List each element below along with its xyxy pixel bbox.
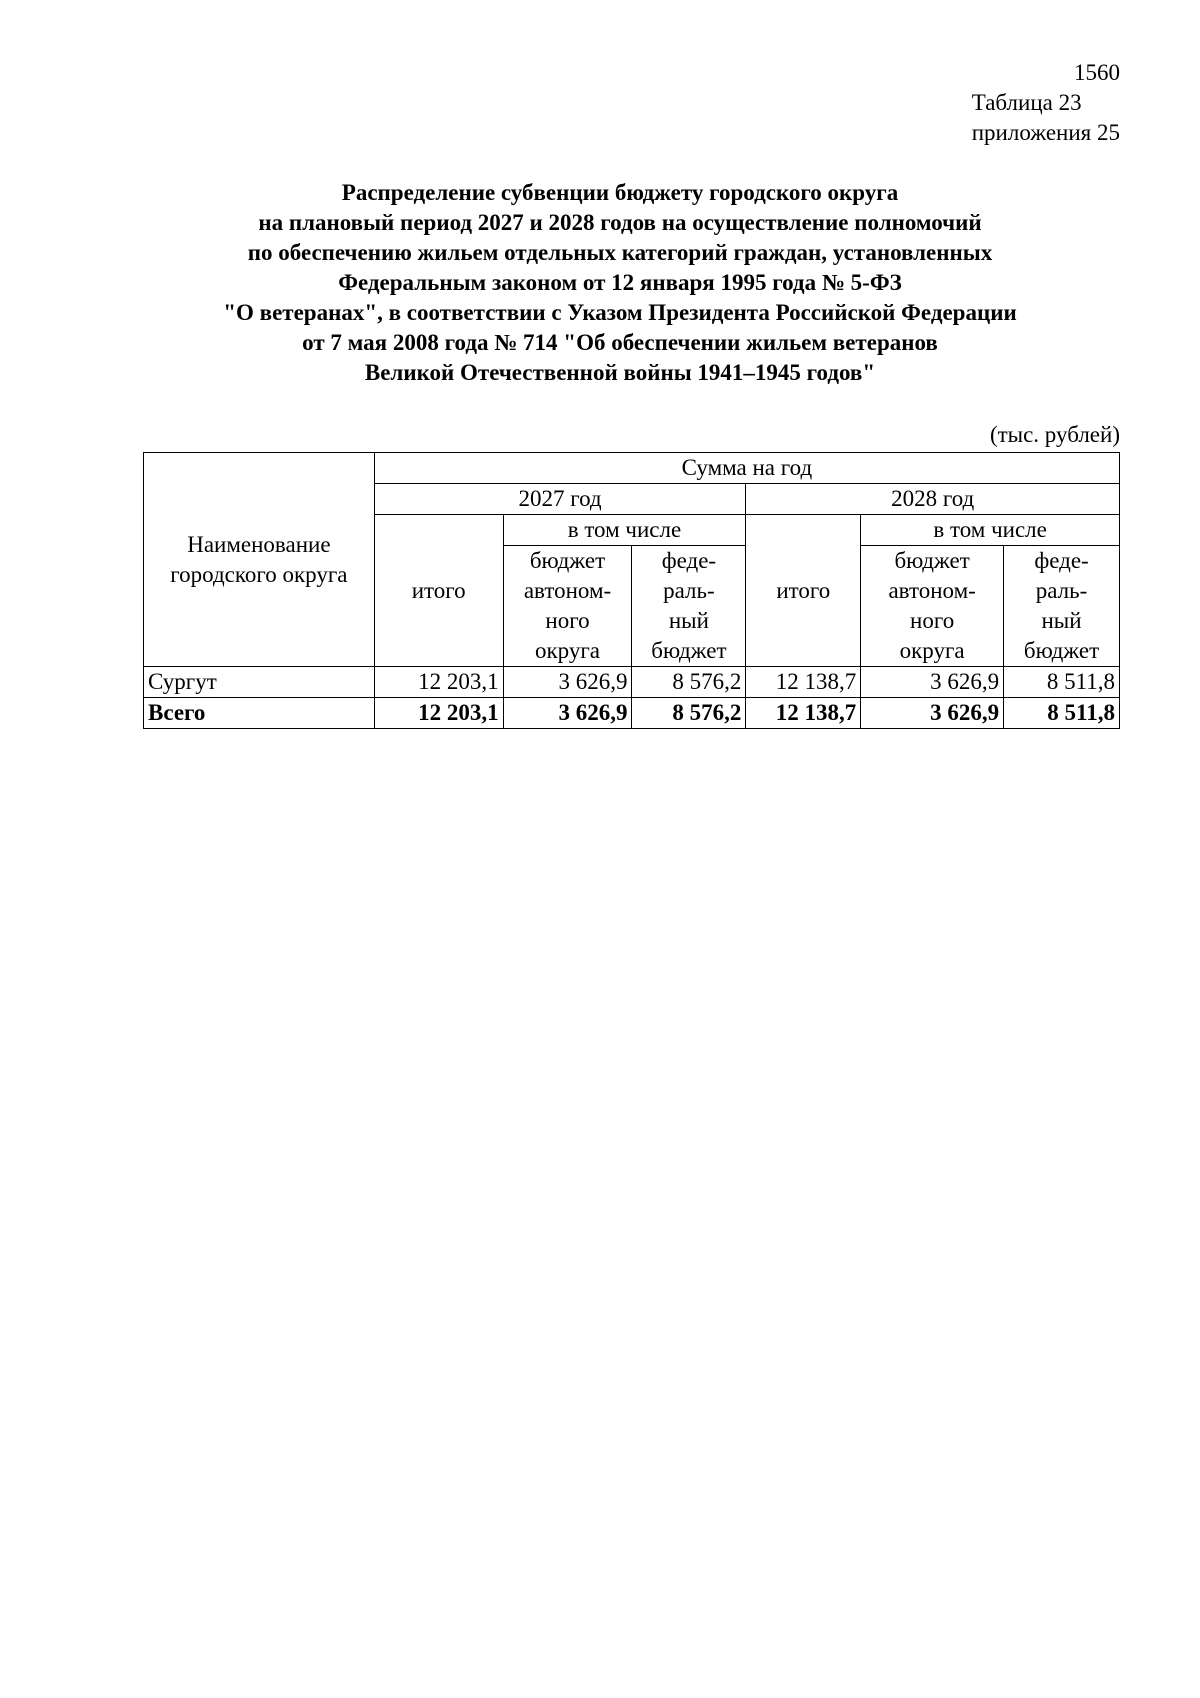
header-line: ный [1041,608,1082,633]
district-name-cell: Сургут [144,667,375,698]
document-title [140,178,1100,388]
title-line: по обеспечению жильем отдельных категорий граждан, установленных [247,240,993,265]
header-line: бюджет [529,548,606,573]
total-value-cell: 3 626,9 [861,698,1004,729]
title-line: "О ветеранах", в соответствии с Указом Президента Российской Федерации [223,300,1017,325]
including-2028-header: в том числе [861,515,1120,546]
header-line: бюджет [1023,638,1100,663]
total-value-cell: 8 511,8 [1004,698,1120,729]
sum-per-year-header: Сумма на год [374,453,1119,484]
regional-budget-2028-header [861,546,1004,667]
table-row [144,667,1120,698]
total-2028-header: итого [746,515,861,667]
year-2028-header: 2028 год [746,484,1120,515]
title-line: Федеральным законом от 12 января 1995 года № 5-ФЗ [338,270,902,295]
header-line: ного [545,608,590,633]
title-line: на плановый период 2027 и 2028 годов на осуществление полномочий [258,210,982,235]
title-line: Великой Отечественной войны 1941–1945 годов" [364,360,876,385]
header-line: ного [910,608,955,633]
header-line: городского округа [170,561,348,587]
federal-budget-2027-header [632,546,746,667]
value-cell: 12 203,1 [374,667,503,698]
title-line: Распределение субвенции бюджету городского округа [341,180,899,205]
total-2027-header: итого [374,515,503,667]
page-header [972,58,1120,148]
header-line: ный [668,608,709,633]
title-line: от 7 мая 2008 года № 714 "Об обеспечении жильем ветеранов [302,330,938,355]
units-label: (тыс. рублей) [989,422,1120,447]
subvention-table [143,452,1120,729]
page-number: 1560 [1074,60,1120,85]
header-line: округа [535,638,601,663]
value-cell: 3 626,9 [503,667,632,698]
value-cell: 3 626,9 [861,667,1004,698]
header-line: бюджет [894,548,970,573]
header-line: округа [899,638,965,663]
table-reference: Таблица 23 [971,90,1082,115]
total-value-cell: 3 626,9 [503,698,632,729]
value-cell: 8 576,2 [632,667,746,698]
header-line: феде- [1034,548,1089,573]
regional-budget-2027-header [503,546,632,667]
federal-budget-2028-header [1004,546,1120,667]
total-value-cell: 12 203,1 [374,698,503,729]
header-line: раль- [1035,578,1088,603]
header-line: раль- [663,578,715,603]
including-2027-header: в том числе [503,515,746,546]
district-name-header [144,453,375,667]
value-cell: 8 511,8 [1004,667,1120,698]
appendix-reference: приложения 25 [971,120,1120,145]
total-row [144,698,1120,729]
value-cell: 12 138,7 [746,667,861,698]
header-line: Наименование [187,531,331,557]
header-line: феде- [661,548,717,573]
total-label-cell: Всего [144,698,375,729]
header-line: автоном- [523,578,612,603]
header-line: автоном- [888,578,976,603]
total-value-cell: 12 138,7 [746,698,861,729]
total-value-cell: 8 576,2 [632,698,746,729]
header-line: бюджет [651,638,727,663]
year-2027-header: 2027 год [374,484,746,515]
